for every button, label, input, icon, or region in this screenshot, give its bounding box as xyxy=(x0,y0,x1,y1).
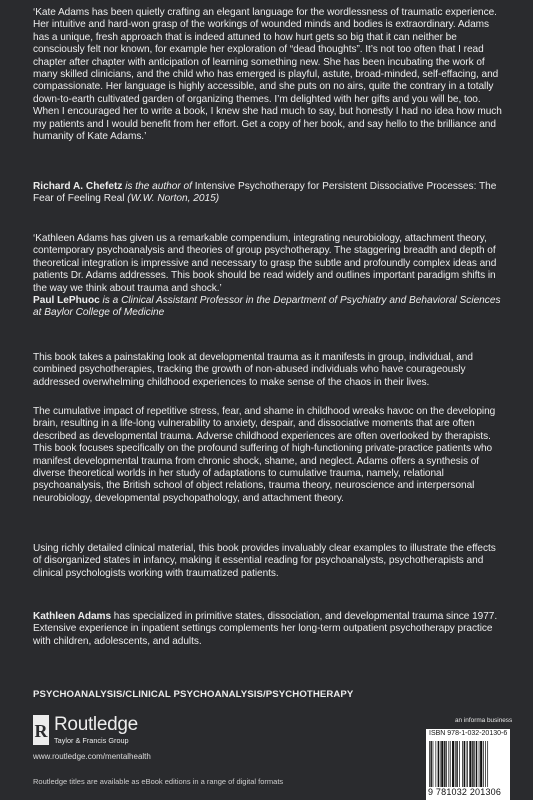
publisher-url[interactable]: www.routledge.com/mentalhealth xyxy=(33,752,151,761)
description-paragraph: Using richly detailed clinical material, this book provides invaluably clear examples to illustrate the effects of disorganized states in infancy, making it essential reading for psychoanalysts, psychotherapists and clinical psychologists working with traumatized patients. xyxy=(33,543,496,579)
routledge-logo-icon xyxy=(33,715,49,745)
ebook-notice: Routledge titles are available as eBook editions in a range of digital formats xyxy=(33,777,284,786)
endorsement-quote-1: ‘Kate Adams has been quietly crafting an elegant language for the wordlessness of traumatic experience. Her intuitive and hard-won grasp of the workings of wounded minds and bodies is extraordinary. Adams has a unique, fresh approach that is indeed attuned to how hurt gets so big that it can neither be consciously felt nor known, for example her exploration of “dead thoughts”. It’s not too often that I read chapter after chapter with anticipation of learning something new. She has been incubating the work of many skilled clinicians, and the child who has emerged is playful, astute, broad-minded, self-effacing, and compassionate. Her language is highly accessible, and she puts on no airs, quite the contrary in a totally down-to-earth cultivated garden of organizing themes. I’m delighted with her gifts and you will be, too. When I encouraged her to write a book, I knew she had much to say, but honestly I had no idea how much my patients and I would benefit from her effort. Get a copy of her book, and say hello to the brilliance and humanity of Kate Adams.’ xyxy=(33,7,502,143)
endorser-book-title: Intensive Psychotherapy for Persistent Dissociative Processes: The Fear of Feeling Real xyxy=(33,181,497,205)
author-bio-text: has specialized in primitive states, dissociation, and developmental trauma since 1977. Extensive experience in inpatient settings complements her long-term outpatient psychotherapy practice with children, adolescents, and adults. xyxy=(33,611,498,647)
publisher-name: Routledge xyxy=(54,714,138,735)
endorser-name-1: Richard A. Chefetz xyxy=(33,181,123,192)
subject-category: PSYCHOANALYSIS/CLINICAL PSYCHOANALYSIS/PSYCHOTHERAPY xyxy=(33,689,354,700)
author-bio xyxy=(33,611,503,648)
endorsement-quote-2: ‘Kathleen Adams has given us a remarkable compendium, integrating neurobiology, attachment theory, contemporary psychoanalysis and theories of group psychotherapy. The staggering breadth and depth of theoretical integration is impressive and necessary to grasp the subtle and profoundly complex ideas and patients Dr. Adams addresses. This book should be read widely and outlines important paradigm shifts in the way we think about trauma and shock.’ xyxy=(33,233,497,294)
informa-label: an informa business xyxy=(455,717,513,724)
endorser-name-2: Paul LePhuoc xyxy=(33,295,100,306)
isbn-barcode-panel xyxy=(426,729,510,800)
endorsement-attribution-2 xyxy=(33,295,503,320)
barcode-icon xyxy=(429,741,507,787)
endorser-publisher: (W.W. Norton, 2015) xyxy=(124,193,220,205)
author-name: Kathleen Adams xyxy=(33,611,112,622)
description-paragraph: The cumulative impact of repetitive stress, fear, and shame in childhood wreaks havoc on the developing brain, resulting in a life-long vulnerability to anxiety, despair, and dissociative moments that are often described as developmental trauma. Adverse childhood experiences are often overlooked by therapists. This book focuses specifically on the profound suffering of high-functioning private-practice patients who manifest developmental trauma from chronic shock, shame, and neglect. Adams offers a synthesis of diverse theoretical worlds in her study of adaptations to cumulative trauma, namely, relational psychoanalysis, the British school of object relations, trauma theory, neuroscience and interpersonal neurobiology, developmental psychopathology, and attachment theory. xyxy=(33,406,496,504)
description-paragraph: This book takes a painstaking look at developmental trauma as it manifests in group, individual, and combined psychotherapies, tracking the growth of non-abused individuals who have courageously addressed overwhelming childhood experiences to make sense of the chaos in their lives. xyxy=(33,352,473,388)
svg-text:R: R xyxy=(34,721,48,741)
endorsement-attribution-1 xyxy=(33,181,503,206)
endorser-role-prefix-1: is the author of xyxy=(122,181,195,192)
endorser-role-2: is a Clinical Assistant Professor in the Department of Psychiatry and Behavioral Sciences at Baylor College of Medicine xyxy=(33,295,501,319)
publisher-tagline: Taylor & Francis Group xyxy=(54,736,129,745)
isbn-number: ISBN 978-1-032-20130-6 xyxy=(429,730,508,737)
barcode-digits: 9 781032 201306 xyxy=(428,787,502,797)
